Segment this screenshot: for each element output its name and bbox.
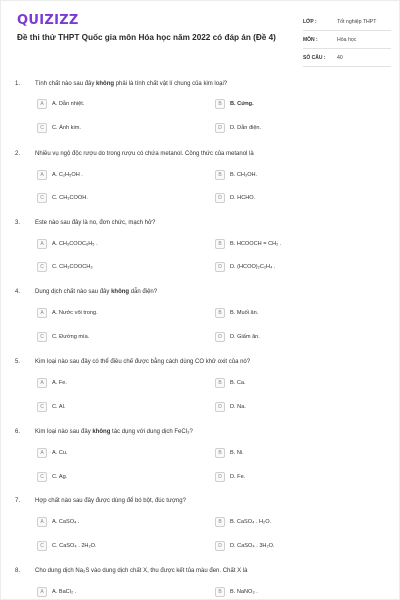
option-c[interactable] bbox=[37, 122, 81, 134]
option-text: A. CaSO₄ . bbox=[52, 519, 80, 525]
question-number: 1. bbox=[15, 81, 21, 87]
question-text: Este nào sau đây là no, đơn chức, mạch hở? bbox=[35, 220, 156, 226]
option-b[interactable] bbox=[215, 169, 257, 181]
question-text-emphasis: không bbox=[111, 289, 130, 295]
option-text: D. Dẫn điện. bbox=[230, 125, 262, 131]
question-text-part: phải là tính chất vật lí chung của kim loại? bbox=[114, 81, 228, 87]
question-text bbox=[35, 81, 365, 87]
option-letter-box: A bbox=[37, 99, 47, 109]
option-text: B. Ca. bbox=[230, 380, 246, 386]
option-text: B. NaNO₃ . bbox=[230, 589, 258, 595]
option-c[interactable] bbox=[37, 471, 67, 483]
question-number: 7. bbox=[15, 498, 21, 504]
option-b[interactable] bbox=[215, 238, 281, 250]
option-text: D. Fe. bbox=[230, 474, 246, 480]
option-text: B. HCOOCH = CH₂ . bbox=[230, 241, 282, 247]
question-number: 2. bbox=[15, 151, 21, 157]
option-letter-box: B bbox=[215, 587, 225, 597]
option-text: A. Fe. bbox=[52, 380, 67, 386]
option-a[interactable] bbox=[37, 516, 79, 528]
option-c[interactable] bbox=[37, 261, 93, 273]
option-b[interactable] bbox=[215, 516, 271, 528]
option-text: A. BaCl₂ . bbox=[52, 589, 77, 595]
option-letter-box: B bbox=[215, 239, 225, 249]
option-letter-box: A bbox=[37, 170, 47, 180]
question-text-emphasis: không bbox=[92, 429, 111, 435]
question-text: Nhiều vụ ngộ độc rượu do trong rượu có chứa metanol. Công thức của metanol là bbox=[35, 151, 254, 157]
option-letter-box: C bbox=[37, 332, 47, 342]
option-text: B. Muối ăn. bbox=[230, 310, 259, 316]
option-b[interactable] bbox=[215, 98, 254, 110]
option-letter-box: B bbox=[215, 170, 225, 180]
option-text: A. CH₃COOC₆H₅ . bbox=[52, 241, 98, 247]
option-text: B. CaSO₄ . H₂O. bbox=[230, 519, 272, 525]
option-d[interactable] bbox=[215, 331, 260, 343]
option-text: C. Ag. bbox=[52, 474, 68, 480]
option-text: D. (HCOO)₂C₂H₄ . bbox=[230, 264, 276, 270]
question-text: Cho dung dịch Na₂S vào dung dịch chất X, thu được kết tủa màu đen. Chất X là bbox=[35, 568, 248, 574]
question-text-part: Kim loại nào sau đây bbox=[35, 429, 93, 435]
question-text-part: tác dụng với dung dịch FeCl₃? bbox=[110, 429, 193, 435]
option-letter-box: A bbox=[37, 239, 47, 249]
option-letter-box: D bbox=[215, 262, 225, 272]
meta-row-class bbox=[303, 13, 391, 31]
question-text: Kim loại nào sau đây có thể điều chế được bằng cách dùng CO khử oxit của nó? bbox=[35, 359, 251, 365]
meta-label: MÔN : bbox=[303, 36, 318, 43]
option-b[interactable] bbox=[215, 586, 258, 598]
option-text: C. CH₃COOCH₃ bbox=[52, 264, 93, 270]
option-text: A. Dẫn nhiệt. bbox=[52, 101, 85, 107]
question-number: 5. bbox=[15, 359, 21, 365]
option-d[interactable] bbox=[215, 471, 245, 483]
option-letter-box: A bbox=[37, 517, 47, 527]
option-text: C. CH₃COOH. bbox=[52, 195, 88, 201]
question-number: 4. bbox=[15, 289, 21, 295]
option-a[interactable] bbox=[37, 377, 67, 389]
question-number: 3. bbox=[15, 220, 21, 226]
option-letter-box: C bbox=[37, 262, 47, 272]
option-letter-box: D bbox=[215, 402, 225, 412]
question-number: 6. bbox=[15, 429, 21, 435]
option-a[interactable] bbox=[37, 238, 98, 250]
option-letter-box: A bbox=[37, 448, 47, 458]
meta-table bbox=[303, 13, 391, 67]
option-d[interactable] bbox=[215, 261, 275, 273]
option-text: A. Nước vôi trong. bbox=[52, 310, 98, 316]
option-a[interactable] bbox=[37, 169, 83, 181]
option-a[interactable] bbox=[37, 447, 68, 459]
option-d[interactable] bbox=[215, 401, 246, 413]
option-a[interactable] bbox=[37, 586, 76, 598]
option-letter-box: C bbox=[37, 193, 47, 203]
option-letter-box: D bbox=[215, 193, 225, 203]
quizizz-logo[interactable]: QUIZIZZ bbox=[17, 13, 79, 28]
option-c[interactable] bbox=[37, 192, 88, 204]
option-b[interactable] bbox=[215, 377, 246, 389]
question-text-emphasis: không bbox=[96, 81, 115, 87]
option-c[interactable] bbox=[37, 540, 97, 552]
option-letter-box: A bbox=[37, 308, 47, 318]
meta-label: LỚP : bbox=[303, 18, 317, 25]
option-d[interactable] bbox=[215, 192, 255, 204]
option-letter-box: C bbox=[37, 472, 47, 482]
question-number: 8. bbox=[15, 568, 21, 574]
option-text: D. Na. bbox=[230, 404, 246, 410]
option-letter-box: B bbox=[215, 448, 225, 458]
question-text bbox=[35, 429, 365, 435]
meta-label: SỐ CÂU : bbox=[303, 54, 326, 61]
question-text-part: Dung dịch chất nào sau đây bbox=[35, 289, 112, 295]
option-text: A. Cu. bbox=[52, 450, 68, 456]
question-text bbox=[35, 289, 365, 295]
meta-row-count bbox=[303, 49, 391, 67]
option-letter-box: D bbox=[215, 123, 225, 133]
option-text: D. CaSO₄ . 3H₂O. bbox=[230, 543, 275, 549]
option-text: C. Ánh kim. bbox=[52, 125, 81, 131]
option-letter-box: B bbox=[215, 378, 225, 388]
option-letter-box: B bbox=[215, 517, 225, 527]
document-title: Đề thi thử THPT Quốc gia môn Hóa học năm 2022 có đáp án (Đề 4) bbox=[17, 33, 276, 42]
option-text: C. Al. bbox=[52, 404, 66, 410]
option-letter-box: D bbox=[215, 541, 225, 551]
option-b[interactable] bbox=[215, 447, 244, 459]
option-b[interactable] bbox=[215, 307, 258, 319]
option-a[interactable] bbox=[37, 307, 98, 319]
meta-row-subject bbox=[303, 31, 391, 49]
option-text: D. Giấm ăn. bbox=[230, 334, 260, 340]
option-d[interactable] bbox=[215, 540, 275, 552]
option-text: C. CaSO₄ . 2H₂O. bbox=[52, 543, 97, 549]
option-c[interactable] bbox=[37, 331, 89, 343]
option-text: B. Cứng. bbox=[230, 101, 254, 107]
option-text: B. CH₃OH. bbox=[230, 172, 258, 178]
question-text-part: dẫn điện? bbox=[129, 289, 158, 295]
option-letter-box: D bbox=[215, 332, 225, 342]
option-a[interactable] bbox=[37, 98, 84, 110]
option-c[interactable] bbox=[37, 401, 65, 413]
option-letter-box: D bbox=[215, 472, 225, 482]
question-text-part: Tính chất nào sau đây bbox=[35, 81, 97, 87]
worksheet-header bbox=[1, 1, 400, 69]
option-letter-box: A bbox=[37, 378, 47, 388]
meta-value: Hóa học bbox=[337, 36, 357, 43]
meta-value: 40 bbox=[337, 54, 343, 61]
option-text: B. Ni. bbox=[230, 450, 244, 456]
option-letter-box: C bbox=[37, 402, 47, 412]
option-letter-box: C bbox=[37, 123, 47, 133]
option-d[interactable] bbox=[215, 122, 261, 134]
option-text: A. C₂H₅OH . bbox=[52, 172, 83, 178]
question-text: Hợp chất nào sau đây được dùng để bó bột, đúc tượng? bbox=[35, 498, 186, 504]
option-letter-box: C bbox=[37, 541, 47, 551]
option-text: C. Đường mía. bbox=[52, 334, 90, 340]
option-text: D. HCHO. bbox=[230, 195, 256, 201]
option-letter-box: A bbox=[37, 587, 47, 597]
option-letter-box: B bbox=[215, 308, 225, 318]
option-letter-box: B bbox=[215, 99, 225, 109]
meta-value: Tốt nghiệp THPT bbox=[337, 18, 377, 25]
